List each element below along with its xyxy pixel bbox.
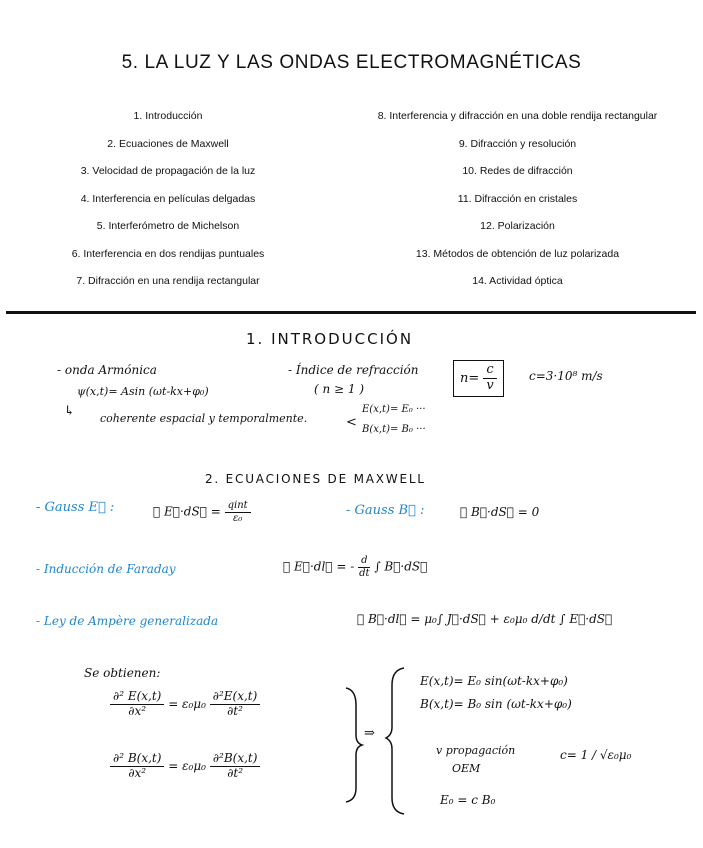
faraday-numerator: d	[358, 555, 370, 568]
toc-item: 2. Ecuaciones de Maxwell	[107, 137, 229, 150]
toc-item: 10. Redes de difracción	[462, 165, 573, 177]
n-condition: ( n ≥ 1 )	[314, 382, 365, 396]
gauss-e-denominator: ε₀	[232, 512, 243, 524]
toc-item: 14. Actividad óptica	[472, 275, 563, 287]
faraday-lhs: ∮ E⃗·dl⃗ = -	[283, 559, 355, 574]
v-denominator: v	[486, 377, 494, 393]
toc-item: 11. Difracción en cristales	[457, 192, 578, 205]
toc-item: 3. Velocidad de propagación de la luz	[80, 165, 256, 177]
wave-b-mid: = ε₀μ₀	[168, 758, 206, 773]
oem-label: OEM	[452, 762, 481, 775]
implies-arrow-icon: ⇒	[364, 726, 375, 741]
b-field-expr: B(x,t)= B₀ ···	[362, 424, 426, 435]
solution-b: B(x,t)= B₀ sin (ωt-kx+φ₀)	[420, 697, 572, 711]
page-title: 5. LA LUZ Y LAS ONDAS ELECTROMAGNÉTICAS	[121, 52, 582, 73]
wave-b-rhs-num: ∂²B(x,t)	[210, 752, 261, 767]
faraday-denominator: dt	[359, 567, 370, 579]
wave-e-lhs-den: ∂x²	[128, 703, 147, 718]
wave-e-mid: = ε₀μ₀	[168, 696, 206, 711]
gauss-b-equation: ∮ B⃗·dS⃗ = 0	[460, 505, 540, 519]
toc-item: 5. Interferómetro de Michelson	[96, 220, 240, 232]
indice-refraccion-label: - Índice de refracción	[288, 363, 419, 377]
wave-e-lhs-num: ∂² E(x,t)	[110, 690, 164, 705]
toc-item: 9. Difracción y resolución	[458, 137, 577, 150]
onda-armonica-label: - onda Armónica	[57, 363, 157, 377]
intro-heading: 1. INTRODUCCIÓN	[246, 330, 414, 348]
toc-item: 1. Introducción	[133, 110, 203, 122]
toc-item: 6. Interferencia en dos rendijas puntuales	[71, 247, 265, 260]
gauss-e-numerator: qint	[225, 500, 251, 513]
maxwell-heading: 2. ECUACIONES DE MAXWELL	[205, 472, 426, 486]
wave-e-rhs-den: ∂t²	[227, 703, 243, 718]
toc-item: 4. Interferencia en películas delgadas	[80, 192, 256, 205]
solution-e: E(x,t)= E₀ sin(ωt-kx+φ₀)	[420, 674, 568, 688]
toc-item: 8. Interferencia y difracción en una doble rendija rectangular	[377, 110, 658, 122]
toc-item: 7. Difracción en una rendija rectangular	[76, 275, 260, 287]
wave-function-equation: ψ(x,t)= Asin (ωt-kx+φ₀)	[77, 385, 209, 398]
e0-cb0-relation: E₀ = c B₀	[440, 793, 496, 807]
v-propagacion-label: v propagación	[436, 744, 516, 757]
wave-e-rhs-num: ∂²E(x,t)	[210, 690, 261, 705]
faraday-rhs: ∫ B⃗·dS⃗	[374, 559, 428, 574]
bracket-left-icon: <	[346, 415, 357, 430]
c-formula: c= 1 / √ε₀μ₀	[560, 748, 632, 762]
wave-b-lhs-num: ∂² B(x,t)	[110, 752, 164, 767]
return-arrow-icon: ↳	[64, 404, 75, 419]
toc-item: 12. Polarización	[480, 220, 555, 232]
speed-of-light-value: c=3·10⁸ m/s	[529, 369, 603, 383]
toc-item: 13. Métodos de obtención de luz polarizada	[415, 247, 620, 260]
wave-b-lhs-den: ∂x²	[128, 765, 147, 780]
right-brace-icon	[386, 668, 404, 814]
c-numerator: c	[483, 363, 496, 379]
left-brace-icon	[346, 688, 362, 802]
faraday-label: - Inducción de Faraday	[36, 562, 176, 576]
coherente-text: coherente espacial y temporalmente.	[100, 412, 308, 425]
gauss-e-lhs: ∮ E⃗·dS⃗ =	[153, 504, 221, 519]
ampere-equation: ∮ B⃗·dl⃗ = μ₀∫ J⃗·dS⃗ + ε₀μ₀ d/dt ∫ E⃗·dS⃗	[357, 612, 613, 626]
n-lhs: n=	[460, 370, 480, 386]
e-field-expr: E(x,t)= E₀ ···	[362, 404, 426, 415]
gauss-b-label: - Gauss B⃗ :	[346, 503, 425, 518]
ampere-label: - Ley de Ampère generalizada	[36, 614, 219, 628]
se-obtienen-label: Se obtienen:	[84, 666, 161, 680]
wave-b-rhs-den: ∂t²	[227, 765, 244, 780]
gauss-e-label: - Gauss E⃗ :	[36, 500, 115, 515]
